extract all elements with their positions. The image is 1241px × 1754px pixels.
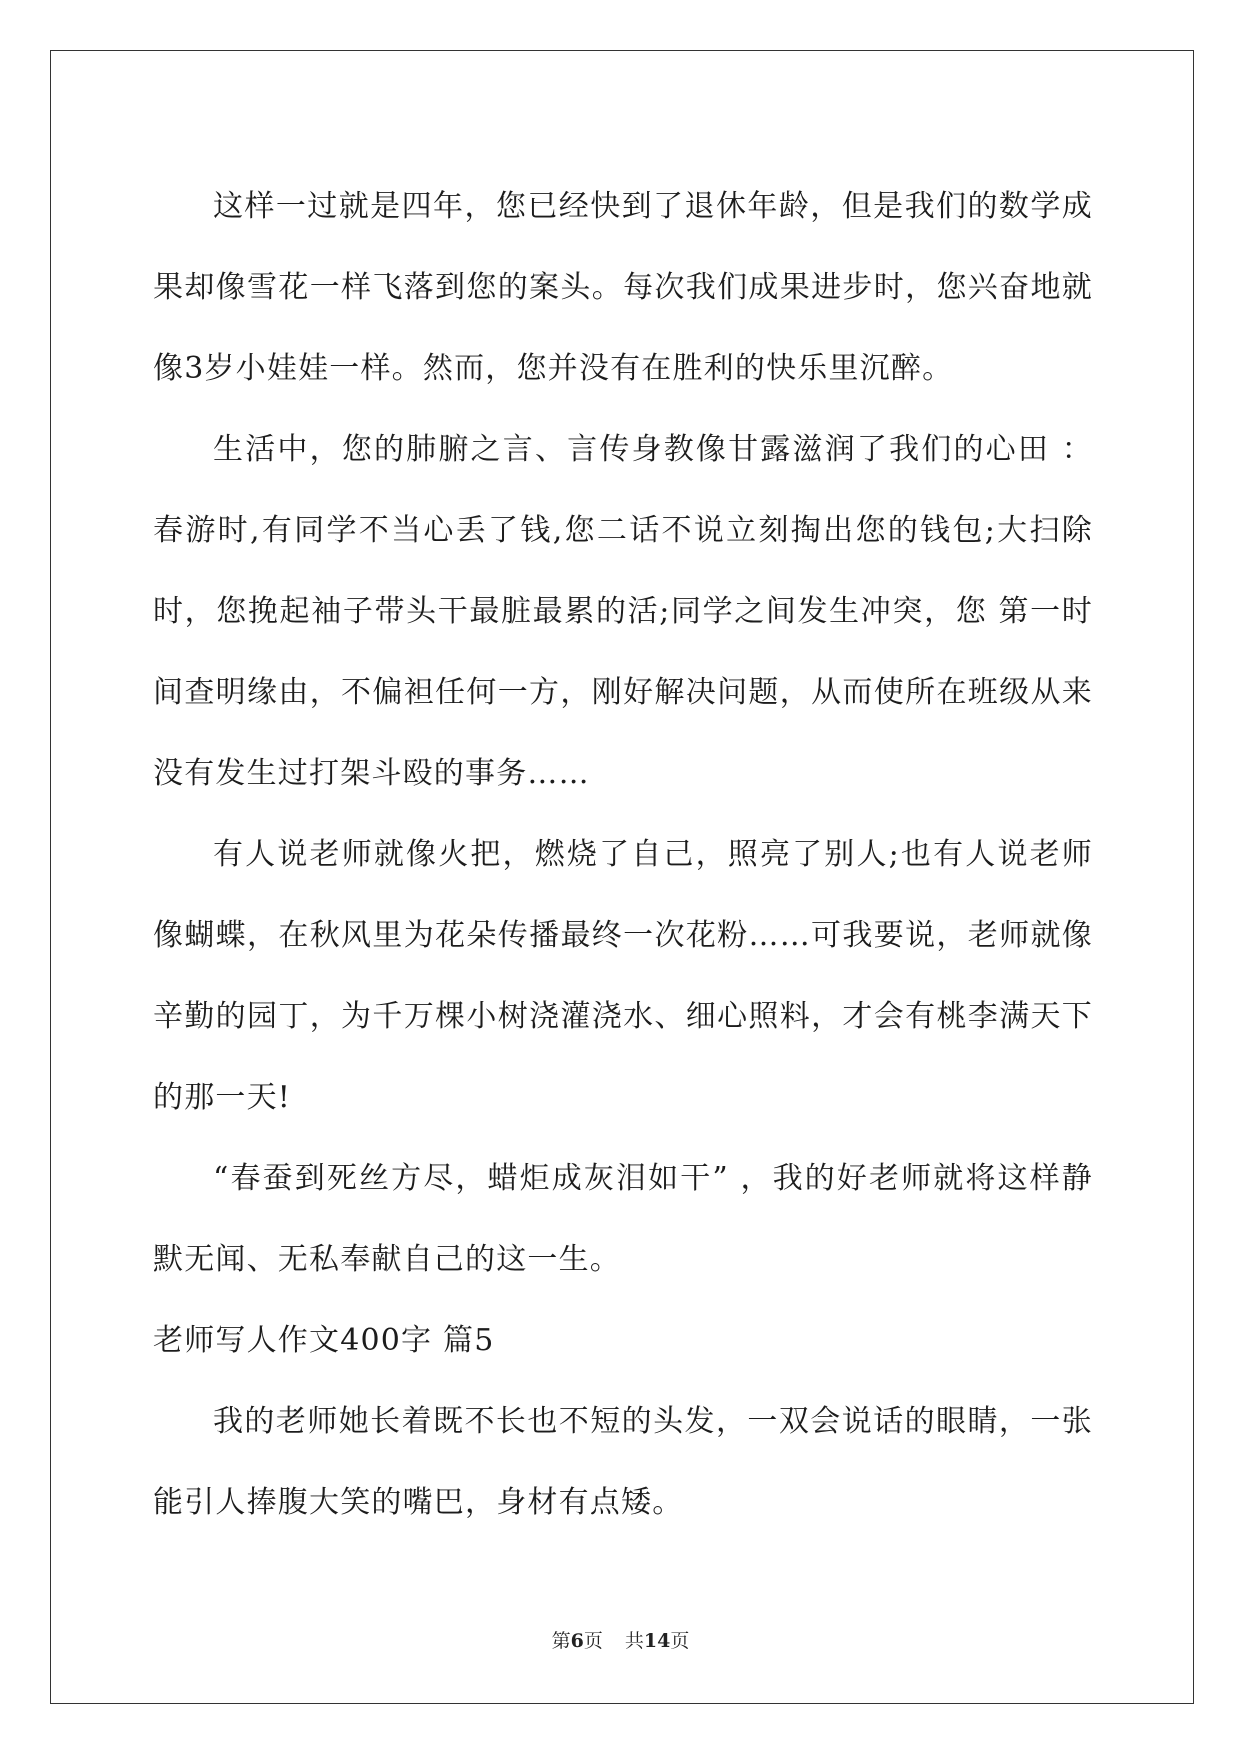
footer-total-prefix: 共 — [624, 1630, 644, 1652]
footer-total-suffix: 页 — [670, 1630, 690, 1652]
body-paragraph: 生活中，您的肺腑之言、言传身教像甘露滋润了我们的心田 ：春游时,有同学不当心丢了钱,您二话不说立刻掏出您的钱包;大扫除时，您挽起袖子带头干最脏最累的活;同学之间发生冲突，您 第一时间查明缘由，不偏袒任何一方，刚好解决问题，从而使所在班级从来没有发生过打架斗殴的事务…… — [153, 432, 1093, 791]
footer-page-suffix: 页 — [583, 1630, 603, 1652]
body-paragraph: 这样一过就是四年，您已经快到了退休年龄，但是我们的数学成果却像雪花一样飞落到您的案头。每次我们成果进步时，您兴奋地就像3岁小娃娃一样。然而，您并没有在胜利的快乐里沉醉。 — [153, 189, 1093, 386]
total-pages-number: 14 — [643, 1630, 671, 1652]
body-paragraph: “春蚕到死丝方尽，蜡炬成灰泪如干” ，我的好老师就将这样静默无闻、无私奉献自己的这一生。 — [153, 1161, 1093, 1277]
body-paragraph: 有人说老师就像火把，燃烧了自己，照亮了别人;也有人说老师像蝴蝶，在秋风里为花朵传播最终一次花粉……可我要说，老师就像辛勤的园丁，为千万棵小树浇灌浇水、细心照料，才会有桃李满天下的那一天! — [153, 837, 1093, 1115]
footer-prefix: 第 — [551, 1630, 571, 1652]
body-paragraph: 我的老师她长着既不长也不短的头发，一双会说话的眼睛，一张能引人捧腹大笑的嘴巴，身材有点矮。 — [153, 1404, 1093, 1520]
document-body — [153, 166, 1093, 1543]
current-page-number: 6 — [570, 1630, 584, 1652]
section-heading: 老师写人作文400字 篇5 — [153, 1323, 495, 1358]
page-footer — [0, 1626, 1241, 1653]
